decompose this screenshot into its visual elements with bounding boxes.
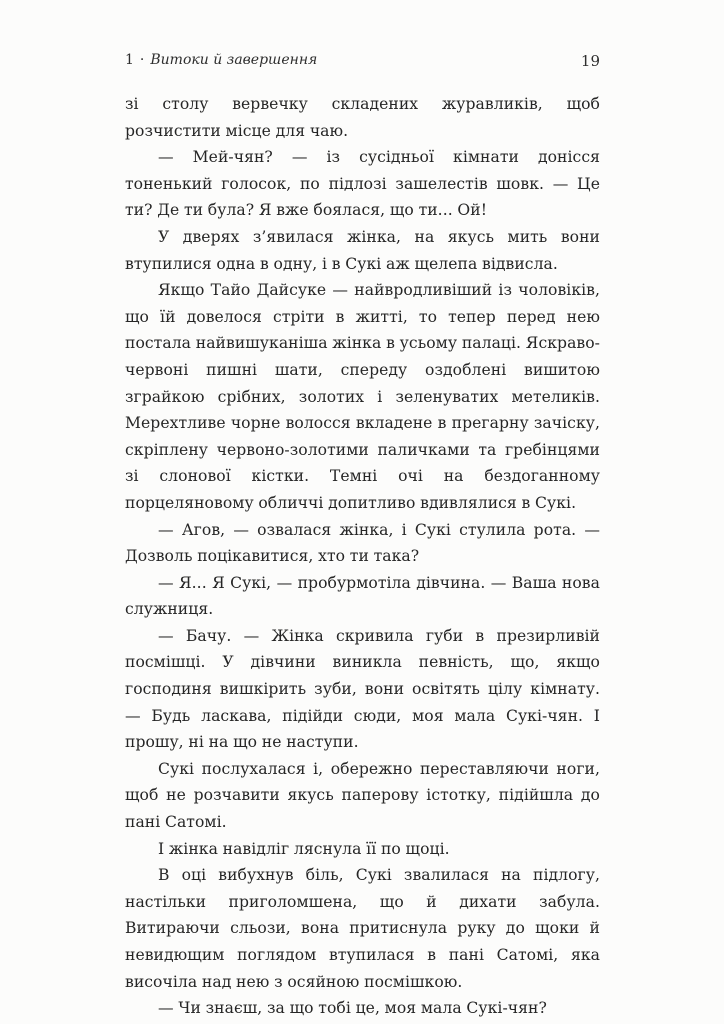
paragraph: — Бачу. — Жінка скривила губи в презирливій посмішці. У дівчини виникла певність, що, якщо господиня вишкірить зуби, вони освітять цілу кімнату. — Будь ласкава, підійди сюди, моя мала Сукі-чян. І прошу, ні на що не наступи. <box>125 626 600 752</box>
paragraph: зі столу вервечку складених журавликів, щоб розчистити місце для чаю. <box>125 95 600 140</box>
paragraph: У дверях з’явилася жінка, на якусь мить вони втупилися одна в одну, і в Сукі аж щелепа відвисла. <box>125 227 600 273</box>
chapter-number: 1 <box>125 52 134 68</box>
paragraph: Якщо Тайо Дайсуке — найвродливіший із чоловіків, що їй довелося стріти в житті, то тепер перед нею постала найвишуканіша жінка в усьому палаці. Яскраво-червоні пишні шати, спереду оздоблені вишитою зграйкою срібних, золотих і зеленуватих метеликів. Мерехтливе чорне волосся вкладене в прегарну зачіску, скріплену червоно-золотими паличками та гребінцями зі слонової кістки. Темні очі на бездоганному порцеляновому обличчі допитливо вдивлялися в Сукі. <box>125 281 600 512</box>
paragraph: Сукі послухалася і, обережно переставляючи ноги, щоб не розчавити якусь паперову істотку, підійшла до пані Сатомі. <box>125 759 600 832</box>
chapter-title: Витоки й завершення <box>150 52 318 68</box>
body-text <box>125 91 600 1022</box>
paragraph: — Чи знаєш, за що тобі це, моя мала Сукі-чян? <box>158 999 547 1018</box>
paragraph: — Я... Я Сукі, — пробурмотіла дівчина. — Ваша нова служниця. <box>125 573 600 619</box>
paragraph: — Агов, — озвалася жінка, і Сукі стулила рота. — Дозволь поцікавитися, хто ти така? <box>125 520 600 566</box>
page-number: 19 <box>580 52 600 70</box>
chapter-heading <box>125 52 317 68</box>
header-separator: · <box>139 52 145 68</box>
paragraph: В оці вибухнув біль, Сукі звалилася на підлогу, настільки приголомшена, що й дихати забула. Витираючи сльози, вона притиснула руку до щоки й невидющим поглядом втупилася в пані Сатомі, яка височіла над нею з осяйною посмішкою. <box>125 866 600 991</box>
paragraph: — Мей-чян? — із сусідньої кімнати донісся тоненький голосок, по підлозі зашелестів шовк. — Це ти? Де ти була? Я вже боялася, що ти... Ой! <box>125 148 600 220</box>
running-header <box>125 52 600 74</box>
paragraph: І жінка навідліг ляснула її по щоці. <box>158 839 450 858</box>
